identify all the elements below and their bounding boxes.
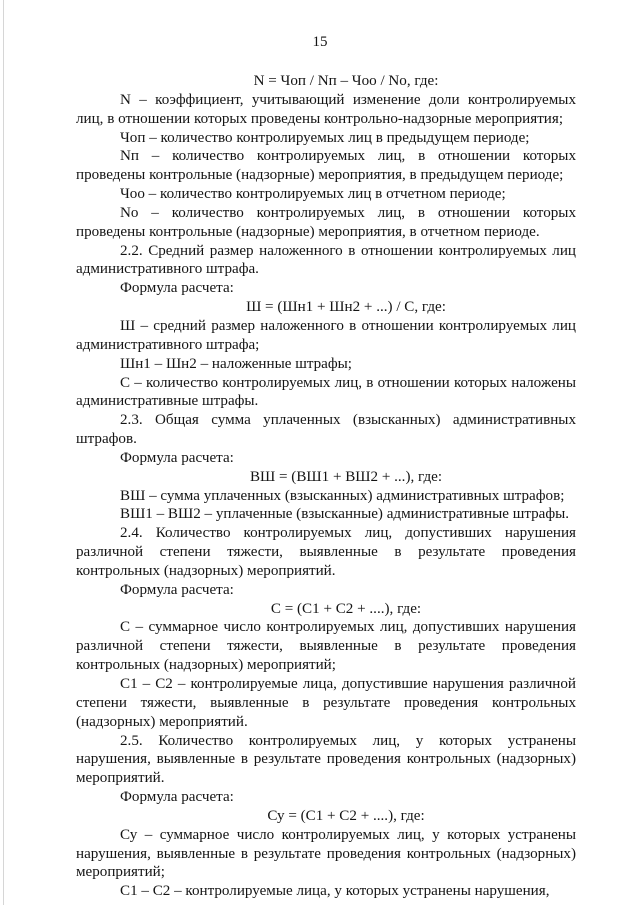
formula-su: Су = (С1 + С2 + ....), где:: [267, 807, 425, 824]
section-2-3-heading: 2.3. Общая сумма уплаченных (взысканных) административных штрафов.: [76, 412, 576, 448]
document-body: [76, 72, 576, 901]
definition-s: С – количество контролируемых лиц, в отношении которых наложены административные штрафы.: [76, 374, 576, 410]
page-number: 15: [312, 34, 328, 50]
definition-no: No – количество контролируемых лиц, в отношении которых проведены контрольные (надзорные) мероприятия, в отчетном периоде.: [76, 204, 576, 240]
definition-n: N – коэффициент, учитывающий изменение доли контролируемых лиц, в отношении которых проведены контрольно-надзорные мероприятия;: [76, 91, 576, 127]
formula-n: N = Чоп / Nп – Чоо / No, где:: [253, 73, 439, 89]
definition-chop: Чоп – количество контролируемых лиц в предыдущем периоде;: [120, 129, 530, 146]
formula-label: Формула расчета:: [120, 581, 234, 598]
section-2-5-heading: 2.5. Количество контролируемых лиц, у которых устранены нарушения, выявленные в результате проведения контрольных (надзорных) мероприятий.: [76, 732, 576, 787]
formula-label: Формула расчета:: [120, 449, 234, 466]
formula-sh: Ш = (Шн1 + Шн2 + ...) / С, где:: [246, 299, 446, 316]
formula-c: С = (С1 + С2 + ....), где:: [270, 600, 422, 617]
section-2-2-heading: 2.2. Средний размер наложенного в отношении контролируемых лиц административного штрафа.: [76, 242, 576, 278]
definition-sh: Ш – средний размер наложенного в отношении контролируемых лиц административного штрафа;: [76, 317, 576, 353]
definition-choo: Чоо – количество контролируемых лиц в отчетном периоде;: [120, 186, 506, 203]
definition-su: Су – суммарное число контролируемых лиц, у которых устранены нарушения, выявленные в результате проведения контрольных (надзорных) мероприятий;: [76, 826, 576, 881]
definition-c: С – суммарное число контролируемых лиц, допустивших нарушения различной степени тяжести, выявленные в результате проведения контрольных (надзорных) мероприятий;: [76, 619, 576, 674]
definition-su-items: С1 – С2 – контролируемые лица, у которых устранены нарушения,: [120, 883, 550, 900]
definition-c-items: С1 – С2 – контролируемые лица, допустившие нарушения различной степени тяжести, выявленные в результате проведения контрольных (надзорных) мероприятий.: [76, 676, 576, 730]
formula-label: Формула расчета:: [120, 789, 234, 806]
definition-np: Nп – количество контролируемых лиц, в отношении которых проведены контрольные (надзорные) мероприятия, в предыдущем периоде;: [76, 148, 576, 184]
definition-shn: Шн1 – Шн2 – наложенные штрафы;: [120, 355, 352, 372]
formula-label: Формула расчета:: [120, 280, 234, 297]
page-edge-line: [3, 0, 4, 905]
definition-vsh-items: ВШ1 – ВШ2 – уплаченные (взысканные) административные штрафы.: [120, 506, 570, 523]
section-2-4-heading: 2.4. Количество контролируемых лиц, допустивших нарушения различной степени тяжести, выявленные в результате проведения контрольных (надзорных) мероприятий.: [76, 525, 576, 579]
definition-vsh: ВШ – сумма уплаченных (взысканных) административных штрафов;: [120, 487, 565, 504]
formula-vsh: ВШ = (ВШ1 + ВШ2 + ...), где:: [249, 468, 443, 485]
